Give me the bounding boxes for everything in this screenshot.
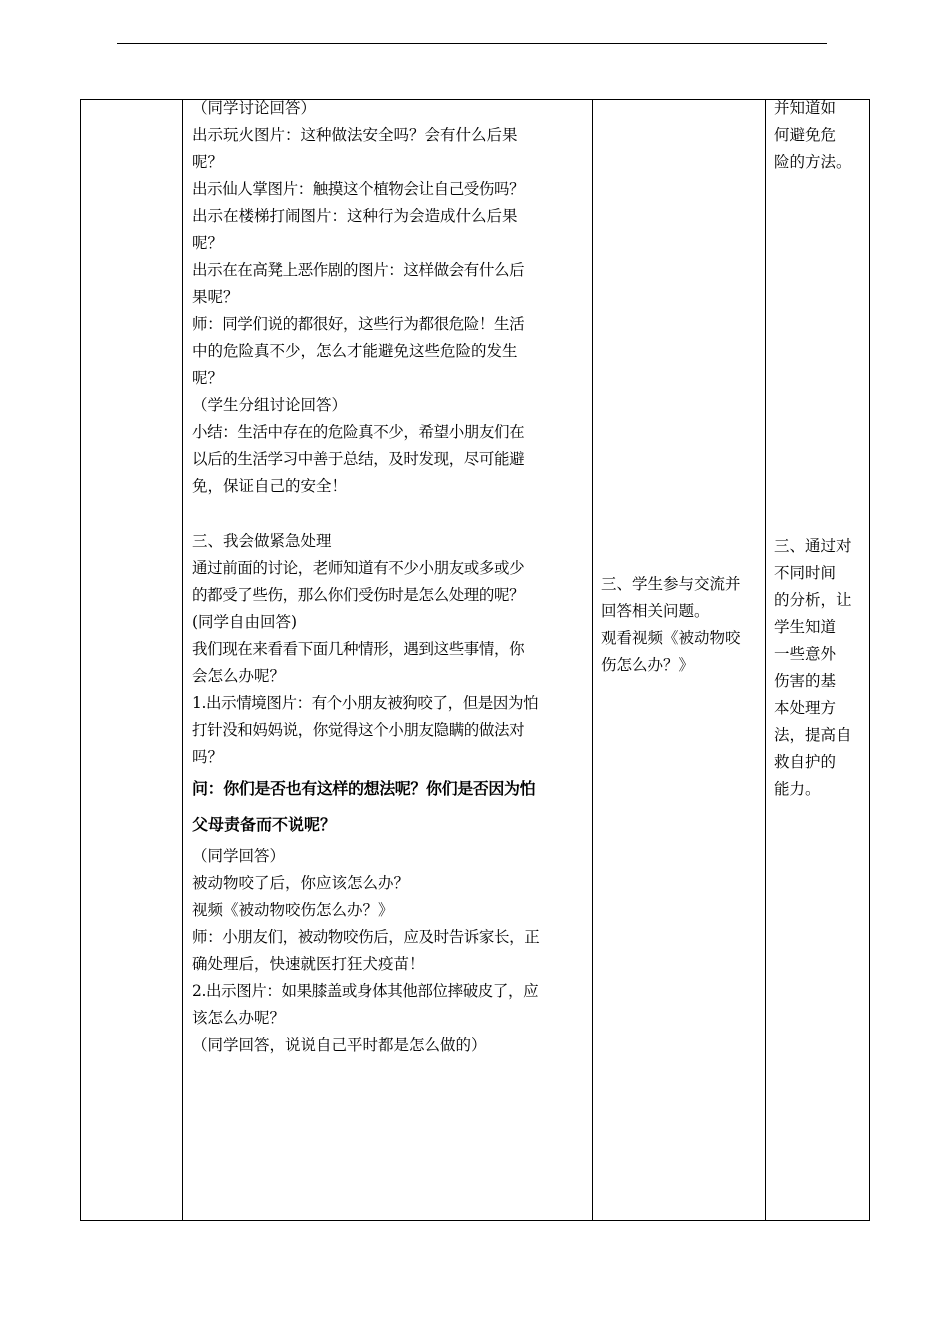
- text-line: 不同时间: [774, 564, 837, 582]
- text-line: 伤害的基: [774, 672, 837, 690]
- text-line: 我们现在来看看下面几种情形，遇到这些事情，你: [192, 640, 525, 658]
- text-line: 险的方法。: [774, 153, 852, 171]
- paragraph-gap: [192, 500, 590, 528]
- text-line: 一些意外: [774, 645, 837, 663]
- text-line: 出示仙人掌图片：触摸这个植物会让自己受伤吗？: [192, 180, 525, 198]
- lesson-table: [80, 99, 870, 1221]
- text-line: 出示在在高凳上恶作剧的图片：这样做会有什么后: [192, 261, 525, 279]
- text-line: 会怎么办呢？: [192, 667, 286, 685]
- text-line: 打针没和妈妈说，你觉得这个小朋友隐瞒的做法对: [192, 721, 525, 739]
- text-line: 伤怎么办？》: [601, 656, 695, 674]
- text-line: 回答相关问题。: [601, 602, 710, 620]
- text-line: （学生分组讨论回答）: [192, 396, 348, 414]
- text-line: 呢？: [192, 369, 224, 387]
- design-intent-cell: [774, 533, 866, 803]
- text-line: （同学讨论回答）: [192, 99, 317, 117]
- text-line: 的都受了些伤，那么你们受伤时是怎么处理的呢？: [192, 586, 525, 604]
- section-heading: 三、我会做紧急处理: [192, 532, 332, 550]
- text-line: 吗？: [192, 748, 224, 766]
- text-line: 1.出示情境图片：有个小朋友被狗咬了，但是因为怕: [192, 694, 539, 712]
- question-line: 父母责备而不说呢？: [192, 815, 337, 834]
- text-line: 法，提高自: [774, 726, 852, 744]
- design-intent-cell: [774, 95, 866, 176]
- text-line: 被动物咬了后，你应该怎么办？: [192, 874, 410, 892]
- text-line: 出示玩火图片：这种做法安全吗？会有什么后果: [192, 126, 518, 144]
- text-line: 中的危险真不少，怎么才能避免这些危险的发生: [192, 342, 518, 360]
- text-line: 本处理方: [774, 699, 837, 717]
- text-line: 的分析，让: [774, 591, 852, 609]
- text-line: （同学回答）: [192, 847, 286, 865]
- text-line: (同学自由回答): [192, 613, 298, 631]
- text-line: 师：同学们说的都很好，这些行为都很危险！生活: [192, 315, 525, 333]
- text-line: 何避免危: [774, 126, 837, 144]
- text-line: 学生知道: [774, 618, 837, 636]
- text-line: 呢？: [192, 234, 224, 252]
- text-line: 果呢？: [192, 288, 239, 306]
- text-line: 确处理后，快速就医打狂犬疫苗！: [192, 955, 425, 973]
- text-line: 该怎么办呢？: [192, 1009, 286, 1027]
- column-divider: [592, 100, 593, 1220]
- text-line: 并知道如: [774, 99, 837, 117]
- text-line: 师：小朋友们，被动物咬伤后，应及时告诉家长，正: [192, 928, 540, 946]
- column-divider: [182, 100, 183, 1220]
- question-line: 问：你们是否也有这样的想法呢？你们是否因为怕: [192, 779, 536, 798]
- text-line: 2.出示图片：如果膝盖或身体其他部位摔破皮了，应: [192, 982, 539, 1000]
- text-line: 三、通过对: [774, 537, 852, 555]
- student-activity-cell: [601, 571, 761, 679]
- text-line: 小结：生活中存在的危险真不少，希望小朋友们在: [192, 423, 525, 441]
- column-divider: [765, 100, 766, 1220]
- text-line: 通过前面的讨论，老师知道有不少小朋友或多或少: [192, 559, 525, 577]
- teacher-activity-cell: [192, 95, 590, 1059]
- text-line: 能力。: [774, 780, 821, 798]
- text-line: 出示在楼梯打闹图片：这种行为会造成什么后果: [192, 207, 518, 225]
- text-line: 救自护的: [774, 753, 837, 771]
- text-line: （同学回答，说说自己平时都是怎么做的）: [192, 1036, 487, 1054]
- header-rule: [117, 43, 827, 44]
- text-line: 观看视频《被动物咬: [601, 629, 741, 647]
- text-line: 视频《被动物咬伤怎么办？》: [192, 901, 394, 919]
- text-line: 三、学生参与交流并: [601, 575, 741, 593]
- text-line: 呢？: [192, 153, 224, 171]
- text-line: 以后的生活学习中善于总结，及时发现，尽可能避: [192, 450, 525, 468]
- text-line: 免，保证自己的安全！: [192, 477, 348, 495]
